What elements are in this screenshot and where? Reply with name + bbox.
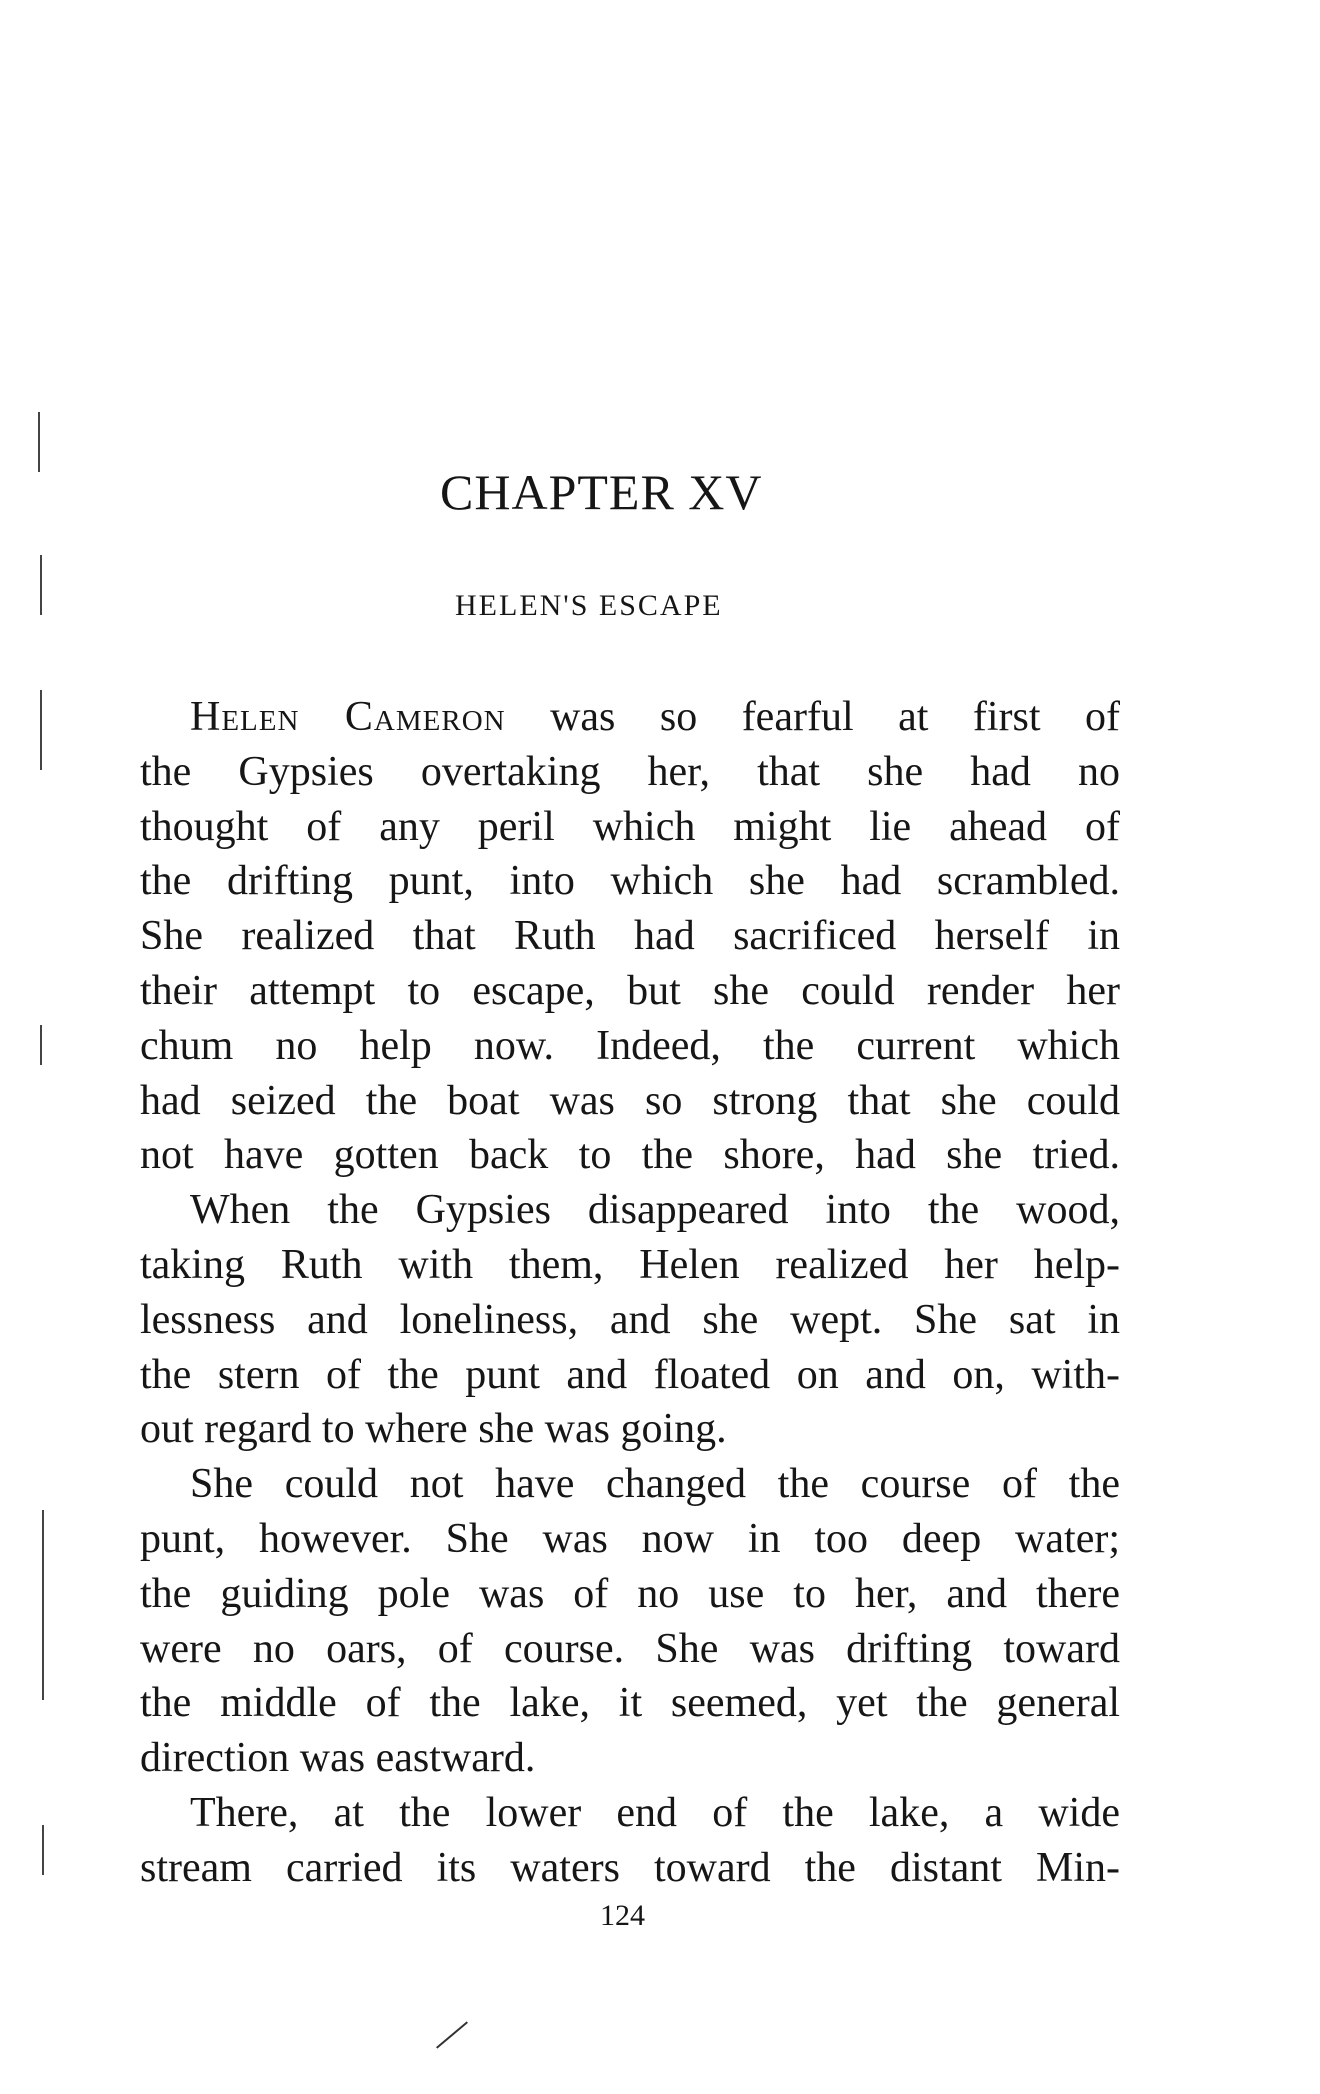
text-line (140, 690, 1120, 745)
text-line: lessness and loneliness, and she wept. She sat in (140, 1296, 1120, 1343)
chapter-number: CHAPTER XV (440, 464, 763, 520)
text-line: When the Gypsies disappeared into the wood, (190, 1187, 1120, 1234)
text-line: the guiding pole was of no use to her, and there (140, 1570, 1120, 1617)
text-line: the drifting punt, into which she had scrambled. (140, 858, 1120, 905)
chapter-title: HELEN'S ESCAPE (455, 589, 723, 622)
text-line-rest: was so fearful at first of (505, 694, 1120, 740)
page-number: 124 (600, 1899, 645, 1932)
text-line: punt, however. She was now in too deep water; (140, 1515, 1120, 1562)
scan-margin-mark (42, 1510, 44, 1700)
opening-small-caps: Helen Cameron (190, 694, 506, 740)
text-line: the stern of the punt and floated on and on, with- (140, 1351, 1120, 1398)
text-line: chum no help now. Indeed, the current which (140, 1022, 1120, 1069)
text-line: not have gotten back to the shore, had she tried. (140, 1132, 1120, 1179)
text-line: stream carried its waters toward the distant Min- (140, 1844, 1120, 1891)
text-line: She realized that Ruth had sacrificed herself in (140, 913, 1120, 960)
text-line: direction was eastward. (140, 1735, 536, 1782)
scan-margin-mark (38, 412, 40, 472)
scan-margin-mark (40, 690, 42, 770)
scan-margin-mark (42, 1825, 44, 1875)
text-line: were no oars, of course. She was drifting toward (140, 1625, 1120, 1672)
text-line: She could not have changed the course of the (190, 1461, 1120, 1508)
scan-margin-mark (40, 1025, 42, 1065)
body-text (140, 690, 1120, 1896)
text-line: had seized the boat was so strong that she could (140, 1077, 1120, 1124)
scan-pen-stroke (436, 2021, 468, 2048)
text-line: the middle of the lake, it seemed, yet the general (140, 1680, 1120, 1727)
text-line: There, at the lower end of the lake, a wide (190, 1789, 1120, 1836)
text-line: the Gypsies overtaking her, that she had no (140, 748, 1120, 795)
text-line: out regard to where she was going. (140, 1406, 727, 1453)
text-line: their attempt to escape, but she could render her (140, 967, 1120, 1014)
text-line: taking Ruth with them, Helen realized her help- (140, 1241, 1120, 1288)
scan-margin-mark (40, 555, 42, 615)
text-line: thought of any peril which might lie ahead of (140, 803, 1120, 850)
